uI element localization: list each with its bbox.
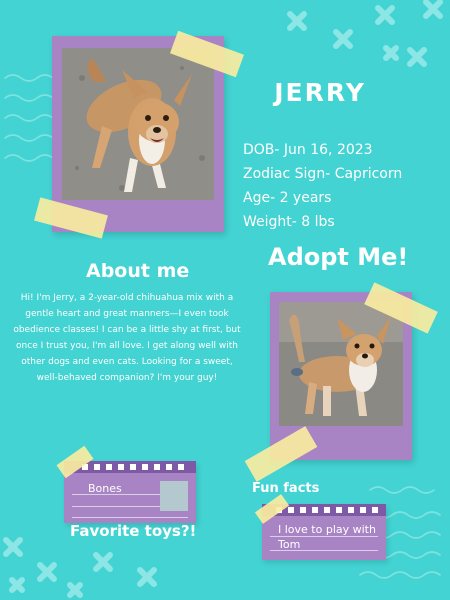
fact-age: Age- 2 years [243,190,332,206]
fun-facts-note-card [262,504,386,560]
toys-note-text: Bones [88,482,122,495]
toys-note-card [64,461,196,523]
dog-facts-list [243,138,402,234]
about-heading: About me [86,260,190,282]
fact-zodiac: Zodiac Sign- Capricorn [243,166,403,182]
dog-name: JERRY [274,78,366,107]
dog-photo-top [62,48,214,200]
fun-facts-heading: Fun facts [252,481,320,496]
dog-looking-image [279,302,403,426]
favorite-toys-heading: Favorite toys?! [70,522,197,540]
dog-standing-image [62,48,214,200]
about-text: Hi! I'm Jerry, a 2-year-old chihuahua mix with a gentle heart and great manners—I even took obedience classes! I can be a little shy at first, but once I trust you, I'm all love. I get along well with other dogs and even cats. Looking for a sweet, well-behaved companion? I'm your guy! [13,293,241,383]
fact-weight: Weight- 8 lbs [243,214,335,230]
fact-dob: DOB- Jun 16, 2023 [243,142,373,158]
toys-note-tag [160,481,188,511]
photo-frame-top [52,36,224,232]
dog-photo-middle [279,302,403,426]
fun-facts-note-text: I love to play with Tom [278,523,376,551]
adopt-me-heading: Adopt Me! [268,243,409,271]
